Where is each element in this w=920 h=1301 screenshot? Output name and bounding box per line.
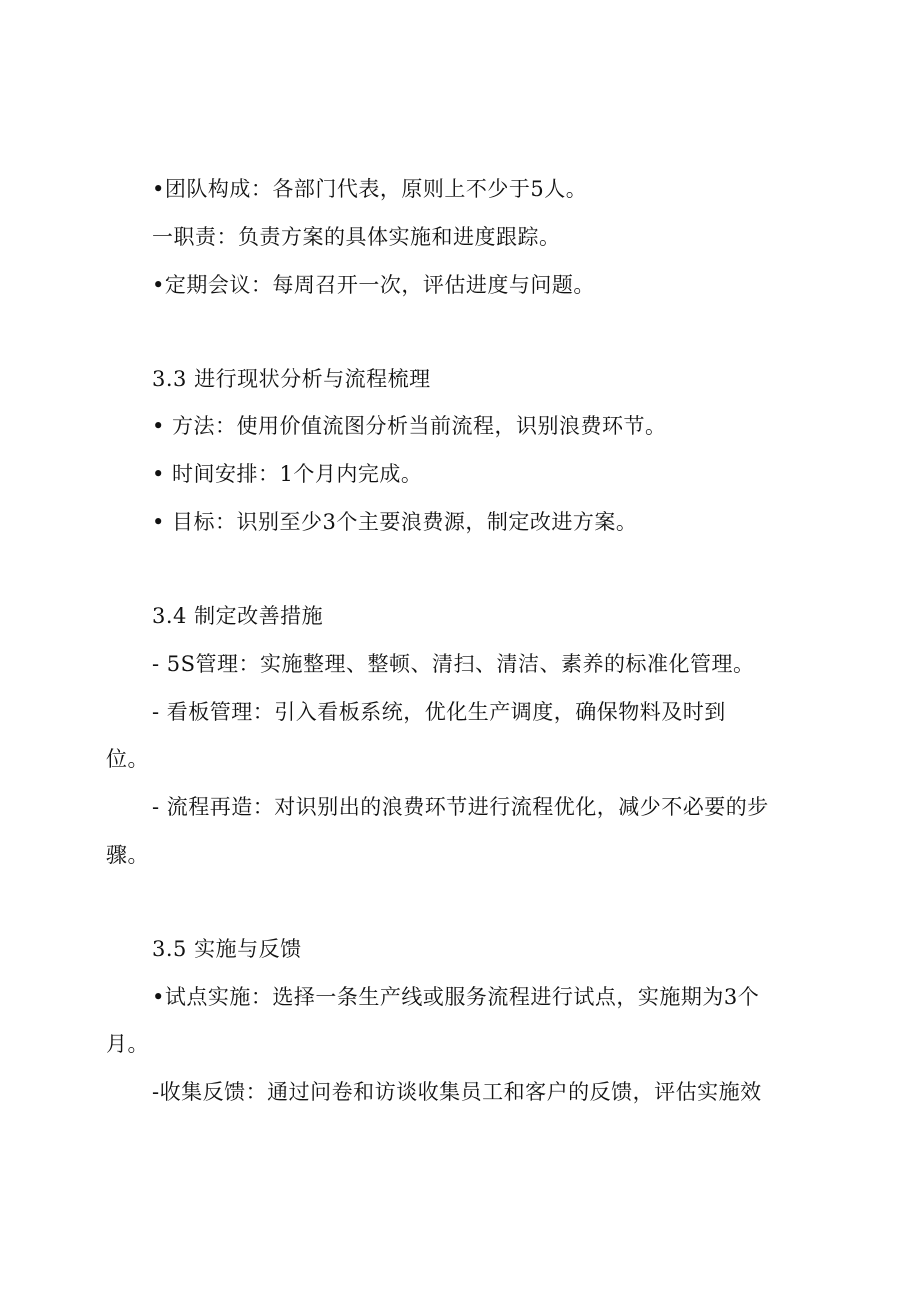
- pilot-implementation-line: •试点实施：选择一条生产线或服务流程进行试点，实施期为3个: [152, 985, 760, 1009]
- process-reengineering-line: - 流程再造：对识别出的浪费环节进行流程优化，减少不必要的步: [152, 795, 769, 819]
- regular-meeting-line: •定期会议：每周召开一次，评估进度与问题。: [152, 273, 595, 297]
- method-line: • 方法：使用价值流图分析当前流程，识别浪费环节。: [152, 414, 667, 438]
- team-composition-line: •团队构成：各部门代表，原则上不少于5人。: [152, 177, 588, 201]
- process-reengineering-continuation: 骤。: [106, 843, 149, 867]
- responsibility-line: 一职责：负责方案的具体实施和进度跟踪。: [152, 225, 561, 249]
- kanban-management-continuation: 位。: [106, 747, 149, 771]
- 5s-management-line: - 5S管理：实施整理、整顿、清扫、清洁、素养的标准化管理。: [152, 652, 755, 676]
- kanban-management-line: - 看板管理：引入看板系统，优化生产调度，确保物料及时到: [152, 700, 726, 724]
- section-heading-3-3: 3.3 进行现状分析与流程梳理: [152, 367, 431, 391]
- schedule-line: • 时间安排：1个月内完成。: [152, 462, 423, 486]
- goal-line: • 目标：识别至少3个主要浪费源，制定改进方案。: [152, 510, 638, 534]
- pilot-implementation-continuation: 月。: [106, 1032, 149, 1056]
- feedback-collection-line: -收集反馈：通过问卷和访谈收集员工和客户的反馈，评估实施效: [152, 1080, 762, 1104]
- section-heading-3-5: 3.5 实施与反馈: [152, 937, 302, 961]
- section-heading-3-4: 3.4 制定改善措施: [152, 604, 324, 628]
